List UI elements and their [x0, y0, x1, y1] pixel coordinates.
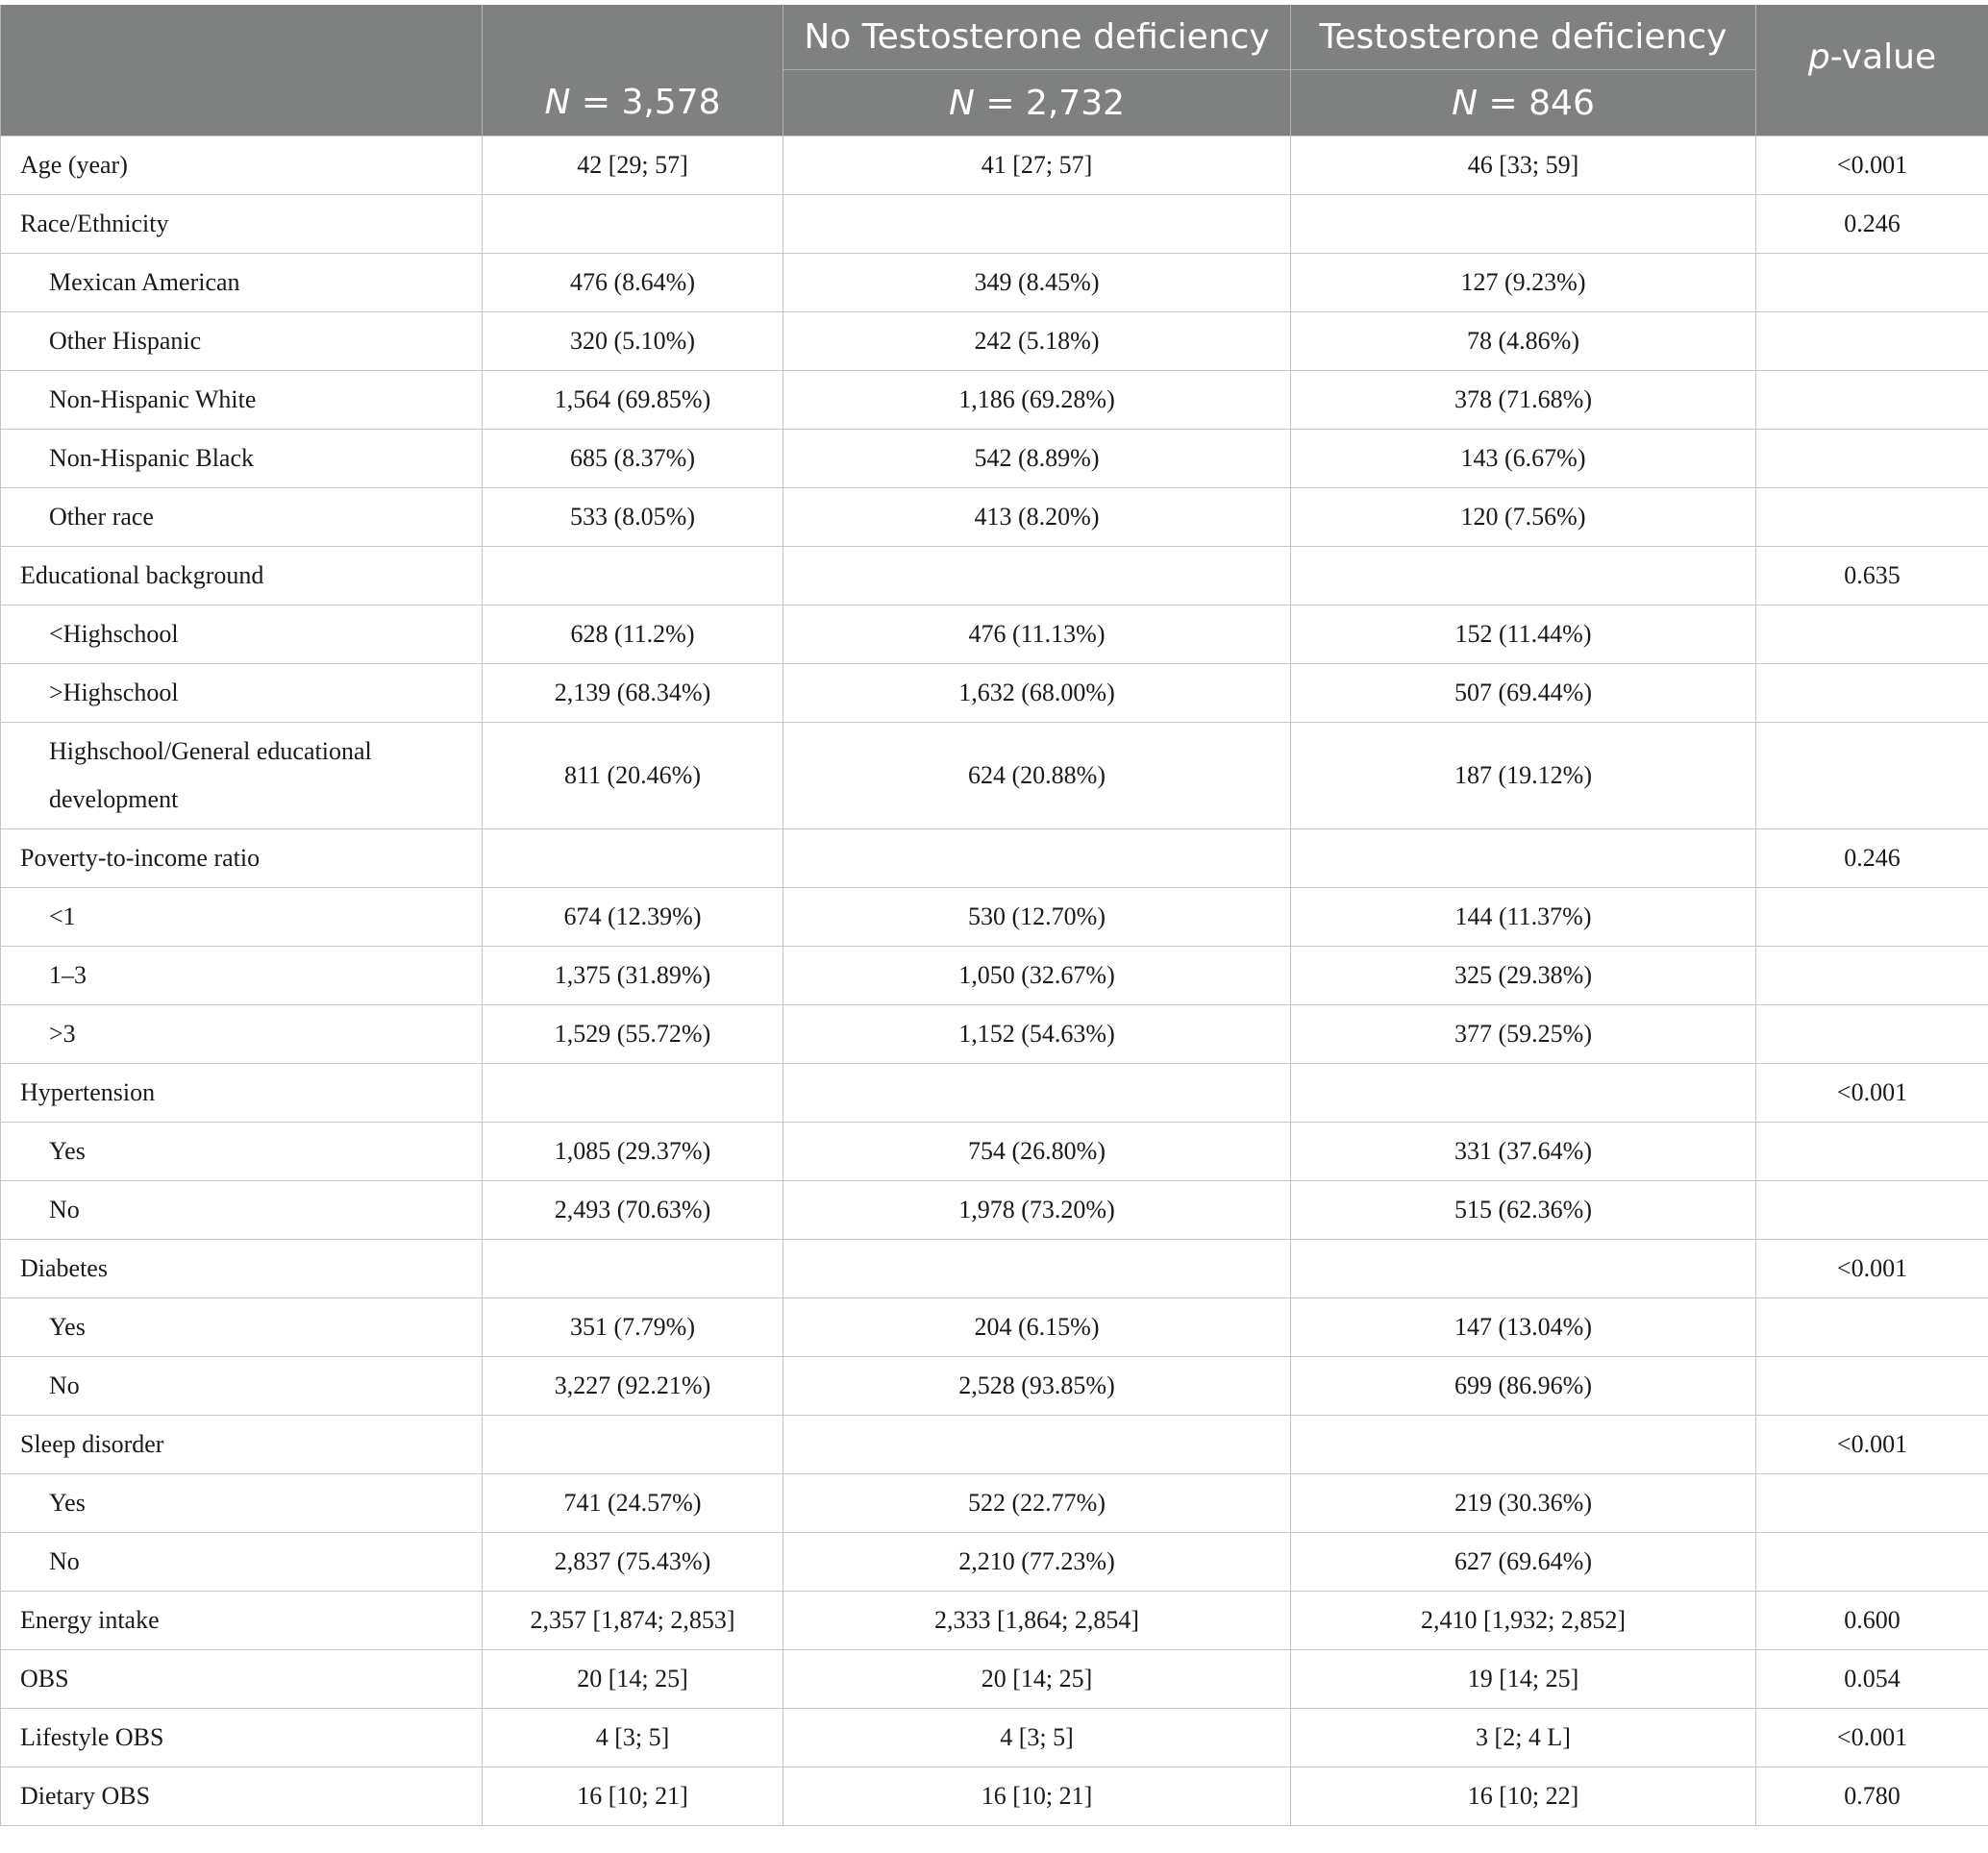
- header-n-no-td: N = 2,732: [783, 70, 1291, 136]
- table-row: [1, 1064, 1988, 1123]
- cell-no-td: 476 (11.13%): [783, 605, 1291, 664]
- cell-td: [1291, 1240, 1756, 1298]
- cell-td: 3 [2; 4 L]: [1291, 1709, 1756, 1767]
- cell-td: 331 (37.64%): [1291, 1123, 1756, 1181]
- row-label: No: [1, 1533, 483, 1592]
- table-row: [1, 888, 1988, 947]
- row-label: >Highschool: [1, 664, 483, 723]
- cell-p-value: 0.635: [1756, 547, 1988, 605]
- cell-total: [483, 829, 783, 888]
- row-label: Yes: [1, 1298, 483, 1357]
- row-label: Race/Ethnicity: [1, 195, 483, 254]
- table-row: [1, 547, 1988, 605]
- n-label: N: [948, 83, 975, 123]
- header-n-total: N = 3,578: [483, 70, 783, 136]
- table-row: [1, 1767, 1988, 1826]
- cell-total: 320 (5.10%): [483, 312, 783, 371]
- cell-p-value: [1756, 605, 1988, 664]
- cell-p-value: 0.246: [1756, 195, 1988, 254]
- row-label: OBS: [1, 1650, 483, 1709]
- cell-td: 377 (59.25%): [1291, 1005, 1756, 1064]
- n-label: N: [544, 83, 571, 123]
- cell-p-value: [1756, 1533, 1988, 1592]
- cell-total: 2,837 (75.43%): [483, 1533, 783, 1592]
- cell-total: [483, 195, 783, 254]
- cell-no-td: 41 [27; 57]: [783, 136, 1291, 195]
- cell-td: [1291, 1416, 1756, 1474]
- table-row: [1, 947, 1988, 1005]
- table-row: [1, 254, 1988, 312]
- cell-td: 147 (13.04%): [1291, 1298, 1756, 1357]
- cell-no-td: [783, 829, 1291, 888]
- table-row: [1, 605, 1988, 664]
- header-label-column: [1, 5, 483, 136]
- cell-no-td: 624 (20.88%): [783, 723, 1291, 829]
- header-p-value: [1756, 5, 1988, 136]
- cell-td: 187 (19.12%): [1291, 723, 1756, 829]
- cell-td: [1291, 1064, 1756, 1123]
- cell-total: 4 [3; 5]: [483, 1709, 783, 1767]
- row-label: Hypertension: [1, 1064, 483, 1123]
- cell-td: 152 (11.44%): [1291, 605, 1756, 664]
- header-p-rest: -value: [1829, 37, 1937, 77]
- cell-no-td: 542 (8.89%): [783, 430, 1291, 488]
- table-row: [1, 1474, 1988, 1533]
- header-td: Testosterone deficiency: [1291, 5, 1756, 70]
- row-label: Dietary OBS: [1, 1767, 483, 1826]
- cell-td: 16 [10; 22]: [1291, 1767, 1756, 1826]
- cell-no-td: [783, 547, 1291, 605]
- table-row: [1, 312, 1988, 371]
- n-label: N: [1452, 83, 1479, 123]
- cell-td: 78 (4.86%): [1291, 312, 1756, 371]
- cell-total: [483, 547, 783, 605]
- row-label: Diabetes: [1, 1240, 483, 1298]
- cell-no-td: 1,978 (73.20%): [783, 1181, 1291, 1240]
- cell-total: 1,375 (31.89%): [483, 947, 783, 1005]
- cell-no-td: 754 (26.80%): [783, 1123, 1291, 1181]
- cell-no-td: 1,050 (32.67%): [783, 947, 1291, 1005]
- cell-p-value: 0.054: [1756, 1650, 1988, 1709]
- cell-total: [483, 1416, 783, 1474]
- row-label: No: [1, 1357, 483, 1416]
- cell-p-value: [1756, 430, 1988, 488]
- row-label: Lifestyle OBS: [1, 1709, 483, 1767]
- row-label: Energy intake: [1, 1592, 483, 1650]
- cell-total: 628 (11.2%): [483, 605, 783, 664]
- table-row: [1, 1650, 1988, 1709]
- table-row: [1, 1005, 1988, 1064]
- row-label: Other race: [1, 488, 483, 547]
- cell-td: 120 (7.56%): [1291, 488, 1756, 547]
- cell-no-td: 1,152 (54.63%): [783, 1005, 1291, 1064]
- cell-p-value: 0.600: [1756, 1592, 1988, 1650]
- cell-p-value: [1756, 947, 1988, 1005]
- cell-p-value: [1756, 723, 1988, 829]
- header-p-italic: p: [1807, 37, 1830, 77]
- cell-td: 143 (6.67%): [1291, 430, 1756, 488]
- cell-td: [1291, 829, 1756, 888]
- cell-td: [1291, 547, 1756, 605]
- cell-no-td: 2,333 [1,864; 2,854]: [783, 1592, 1291, 1650]
- cell-total: 1,529 (55.72%): [483, 1005, 783, 1064]
- cell-td: 2,410 [1,932; 2,852]: [1291, 1592, 1756, 1650]
- cell-total: 1,564 (69.85%): [483, 371, 783, 430]
- cell-total: 2,493 (70.63%): [483, 1181, 783, 1240]
- cell-no-td: 2,528 (93.85%): [783, 1357, 1291, 1416]
- cell-p-value: [1756, 1181, 1988, 1240]
- cell-td: 378 (71.68%): [1291, 371, 1756, 430]
- cell-total: 351 (7.79%): [483, 1298, 783, 1357]
- cell-total: 42 [29; 57]: [483, 136, 783, 195]
- cell-p-value: [1756, 1357, 1988, 1416]
- cell-no-td: [783, 1416, 1291, 1474]
- table-row: [1, 664, 1988, 723]
- cell-td: 325 (29.38%): [1291, 947, 1756, 1005]
- table-row: [1, 430, 1988, 488]
- table-row: [1, 1709, 1988, 1767]
- characteristics-table: [0, 5, 1988, 1826]
- cell-td: 627 (69.64%): [1291, 1533, 1756, 1592]
- cell-p-value: <0.001: [1756, 136, 1988, 195]
- cell-p-value: [1756, 488, 1988, 547]
- cell-p-value: [1756, 1298, 1988, 1357]
- row-label: Age (year): [1, 136, 483, 195]
- cell-td: 46 [33; 59]: [1291, 136, 1756, 195]
- cell-td: [1291, 195, 1756, 254]
- cell-no-td: [783, 1064, 1291, 1123]
- cell-td: 507 (69.44%): [1291, 664, 1756, 723]
- cell-p-value: [1756, 888, 1988, 947]
- row-label: No: [1, 1181, 483, 1240]
- cell-total: 16 [10; 21]: [483, 1767, 783, 1826]
- cell-no-td: 2,210 (77.23%): [783, 1533, 1291, 1592]
- cell-p-value: [1756, 371, 1988, 430]
- table-row: [1, 1416, 1988, 1474]
- cell-td: 144 (11.37%): [1291, 888, 1756, 947]
- cell-td: 127 (9.23%): [1291, 254, 1756, 312]
- cell-p-value: [1756, 312, 1988, 371]
- table-row: [1, 1123, 1988, 1181]
- cell-total: 674 (12.39%): [483, 888, 783, 947]
- row-label: Poverty-to-income ratio: [1, 829, 483, 888]
- cell-total: [483, 1240, 783, 1298]
- cell-p-value: [1756, 1005, 1988, 1064]
- cell-no-td: [783, 195, 1291, 254]
- cell-no-td: 349 (8.45%): [783, 254, 1291, 312]
- row-label: Educational background: [1, 547, 483, 605]
- cell-p-value: [1756, 1123, 1988, 1181]
- table-row: [1, 1533, 1988, 1592]
- cell-total: 685 (8.37%): [483, 430, 783, 488]
- table-row: [1, 136, 1988, 195]
- table-row: [1, 723, 1988, 829]
- row-label: <Highschool: [1, 605, 483, 664]
- cell-td: 219 (30.36%): [1291, 1474, 1756, 1533]
- cell-total: 3,227 (92.21%): [483, 1357, 783, 1416]
- row-label: Yes: [1, 1123, 483, 1181]
- cell-td: 19 [14; 25]: [1291, 1650, 1756, 1709]
- table-row: [1, 1240, 1988, 1298]
- table-row: [1, 1592, 1988, 1650]
- cell-td: 699 (86.96%): [1291, 1357, 1756, 1416]
- row-label: Other Hispanic: [1, 312, 483, 371]
- cell-no-td: 242 (5.18%): [783, 312, 1291, 371]
- cell-no-td: 1,632 (68.00%): [783, 664, 1291, 723]
- row-label: Mexican American: [1, 254, 483, 312]
- cell-p-value: <0.001: [1756, 1240, 1988, 1298]
- cell-total: 1,085 (29.37%): [483, 1123, 783, 1181]
- header-no-td: No Testosterone deficiency: [783, 5, 1291, 70]
- cell-total: [483, 1064, 783, 1123]
- cell-total: 2,357 [1,874; 2,853]: [483, 1592, 783, 1650]
- table-row: [1, 829, 1988, 888]
- cell-no-td: 20 [14; 25]: [783, 1650, 1291, 1709]
- cell-p-value: <0.001: [1756, 1416, 1988, 1474]
- cell-no-td: 530 (12.70%): [783, 888, 1291, 947]
- cell-p-value: 0.780: [1756, 1767, 1988, 1826]
- table-row: [1, 195, 1988, 254]
- cell-p-value: <0.001: [1756, 1064, 1988, 1123]
- table-row: [1, 1357, 1988, 1416]
- cell-p-value: [1756, 1474, 1988, 1533]
- cell-total: 20 [14; 25]: [483, 1650, 783, 1709]
- table-row: [1, 1181, 1988, 1240]
- cell-total: 811 (20.46%): [483, 723, 783, 829]
- cell-total: 476 (8.64%): [483, 254, 783, 312]
- cell-td: 515 (62.36%): [1291, 1181, 1756, 1240]
- row-label: 1–3: [1, 947, 483, 1005]
- cell-p-value: [1756, 254, 1988, 312]
- cell-total: 533 (8.05%): [483, 488, 783, 547]
- table-container: [0, 5, 1988, 1826]
- header-total-top: [483, 5, 783, 70]
- header-n-td: N = 846: [1291, 70, 1756, 136]
- cell-no-td: 4 [3; 5]: [783, 1709, 1291, 1767]
- cell-no-td: 16 [10; 21]: [783, 1767, 1291, 1826]
- row-label: Non-Hispanic White: [1, 371, 483, 430]
- table-row: [1, 1298, 1988, 1357]
- row-label: Highschool/General educational development: [1, 723, 483, 829]
- cell-no-td: 522 (22.77%): [783, 1474, 1291, 1533]
- table-row: [1, 488, 1988, 547]
- cell-no-td: 413 (8.20%): [783, 488, 1291, 547]
- row-label: Sleep disorder: [1, 1416, 483, 1474]
- cell-p-value: [1756, 664, 1988, 723]
- cell-no-td: 204 (6.15%): [783, 1298, 1291, 1357]
- table-header: [1, 5, 1988, 136]
- cell-total: 2,139 (68.34%): [483, 664, 783, 723]
- table-row: [1, 371, 1988, 430]
- cell-total: 741 (24.57%): [483, 1474, 783, 1533]
- cell-no-td: 1,186 (69.28%): [783, 371, 1291, 430]
- row-label: <1: [1, 888, 483, 947]
- table-body: [1, 136, 1988, 1826]
- row-label: Yes: [1, 1474, 483, 1533]
- row-label: >3: [1, 1005, 483, 1064]
- cell-p-value: 0.246: [1756, 829, 1988, 888]
- cell-no-td: [783, 1240, 1291, 1298]
- row-label: Non-Hispanic Black: [1, 430, 483, 488]
- cell-p-value: <0.001: [1756, 1709, 1988, 1767]
